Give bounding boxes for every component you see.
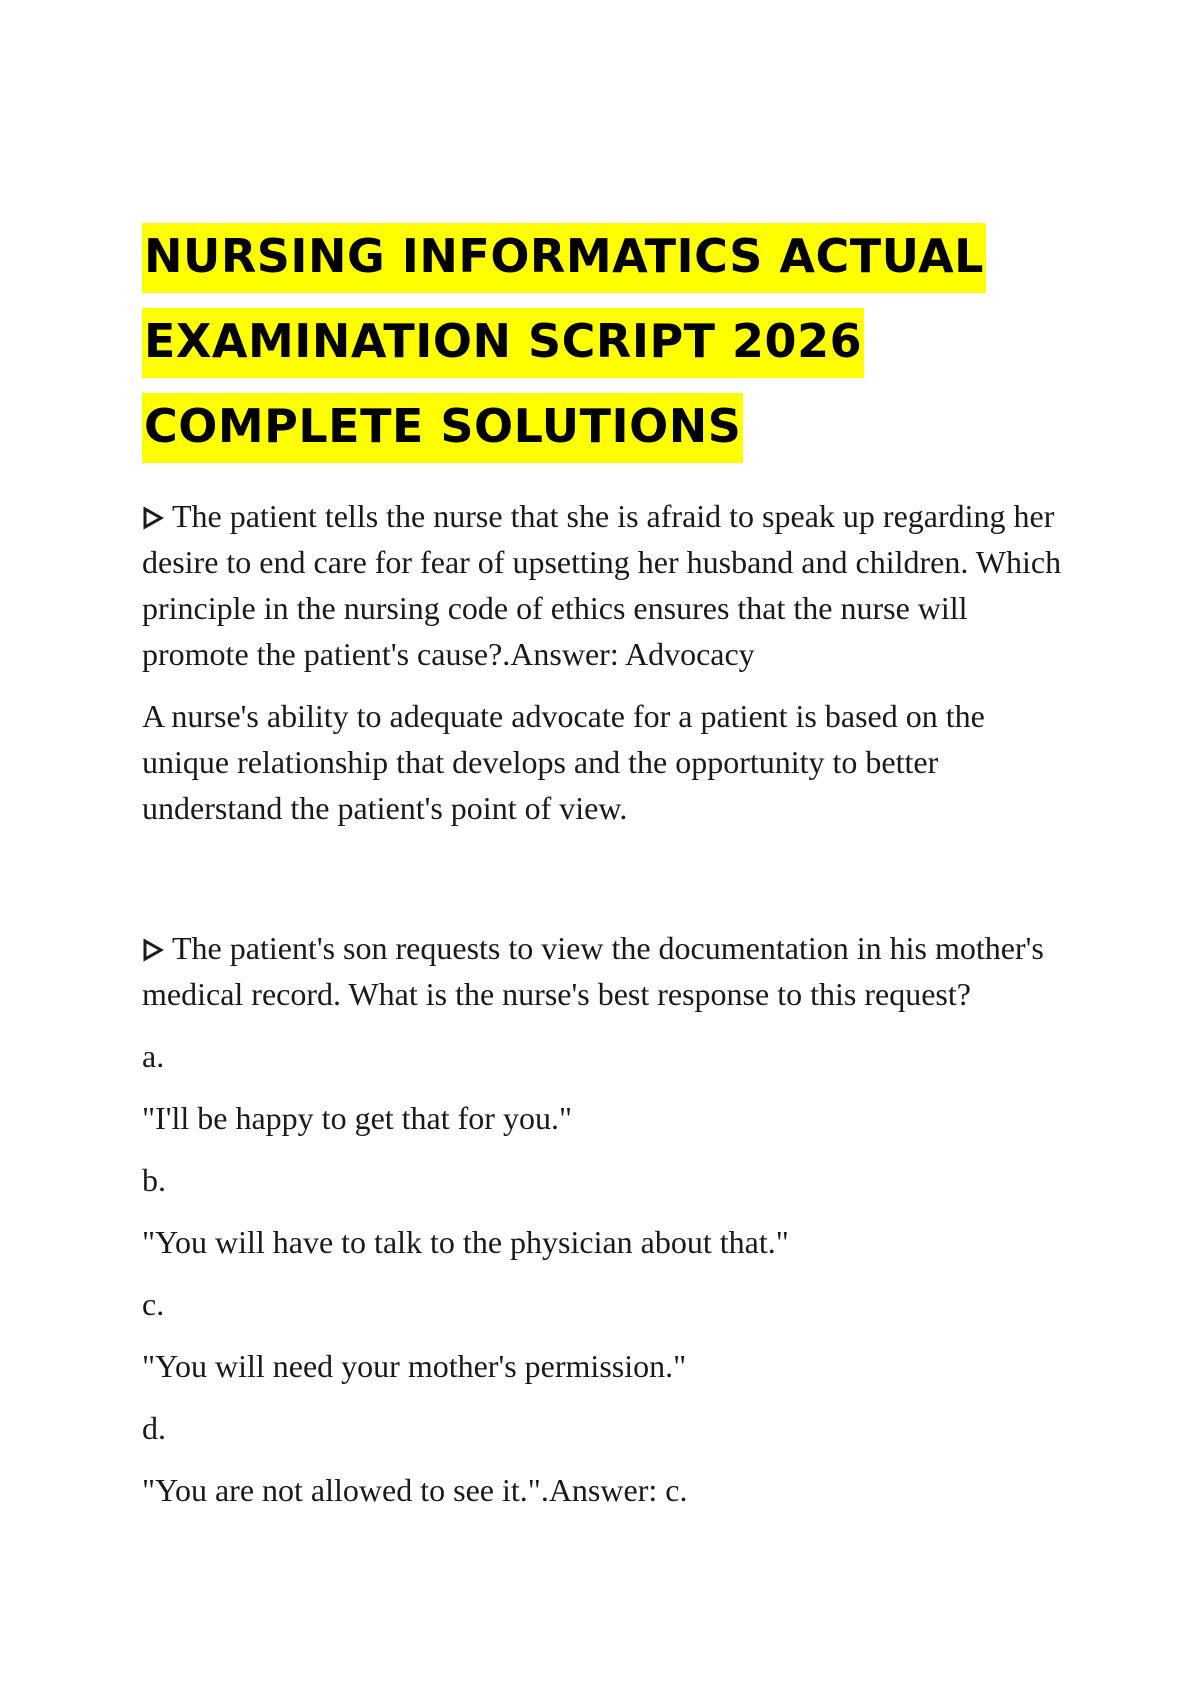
option-a-text: "I'll be happy to get that for you." xyxy=(142,1100,573,1136)
play-arrow-outline-icon xyxy=(142,938,164,962)
option-d-letter: d. xyxy=(142,1410,166,1446)
title-line-2: EXAMINATION SCRIPT 2026 xyxy=(142,308,864,378)
question-1-explanation: A nurse's ability to adequate advocate for a patient is based on the unique relationship that develops and the opportunity to better understand the patient's point of view. xyxy=(142,698,985,826)
document-content xyxy=(142,214,1072,1513)
option-d-text: "You are not allowed to see it.".Answer: c. xyxy=(142,1472,688,1508)
title-line-1: NURSING INFORMATICS ACTUAL xyxy=(142,223,986,293)
question-2-text: The patient's son requests to view the documentation in his mother's medical record. What is the nurse's best response to this request? xyxy=(142,930,1044,1012)
question-2 xyxy=(142,925,1072,1017)
option-c-letter: c. xyxy=(142,1286,165,1322)
option-a-letter: a. xyxy=(142,1038,165,1074)
title-line-3: COMPLETE SOLUTIONS xyxy=(142,393,743,463)
option-c-text: "You will need your mother's permission." xyxy=(142,1348,687,1384)
option-b-letter: b. xyxy=(142,1162,166,1198)
question-1-text: The patient tells the nurse that she is afraid to speak up regarding her desire to end care for fear of upsetting her husband and children. Which principle in the nursing code of ethics ensures that the nurse will promote the patient's cause?.Answer: Advocacy xyxy=(142,498,1062,672)
play-arrow-outline-icon xyxy=(142,506,164,530)
question-1 xyxy=(142,493,1072,677)
document-title xyxy=(142,214,1072,469)
option-b-text: "You will have to talk to the physician about that." xyxy=(142,1224,789,1260)
